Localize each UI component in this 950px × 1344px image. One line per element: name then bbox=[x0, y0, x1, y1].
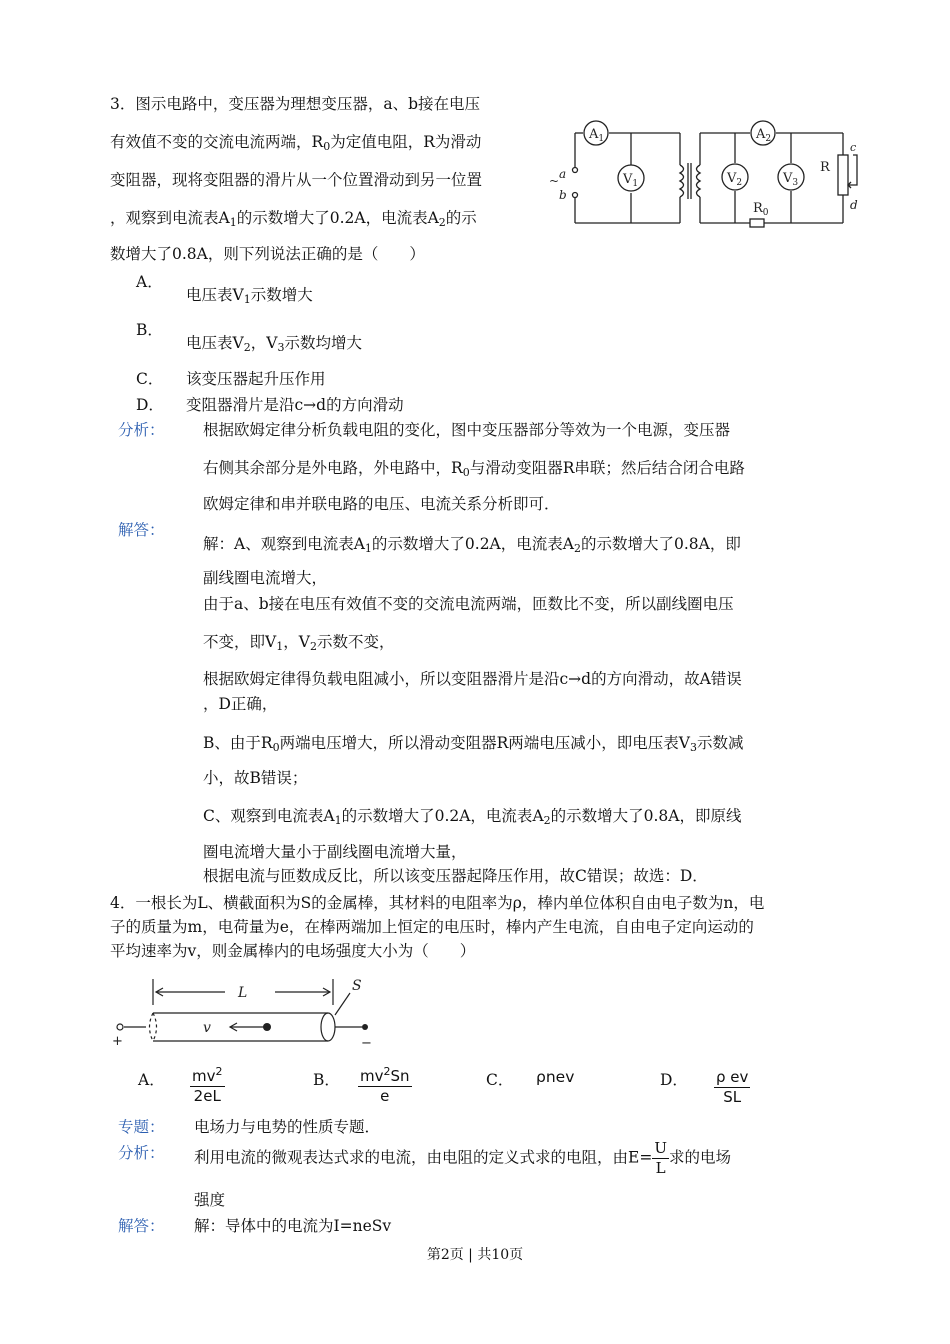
terminal-b-icon bbox=[573, 193, 578, 198]
q4-line-3: 平均速率为v，则金属棒内的电场强度大小为（ ） bbox=[110, 942, 476, 960]
q3-analysis-line-2: 右侧其余部分是外电路，外电路中，$R_0$与滑动变阻器R串联；然后结合闭合电路 bbox=[203, 459, 745, 479]
q4-option-d-fraction: $\frac{\text{ρ ev}}{SL}$ bbox=[716, 1068, 749, 1106]
q4-line-2: 子的质量为m，电荷量为e，在棒两端加上恒定的电压时，棒内产生电流，自由电子定向运动的 bbox=[110, 918, 754, 936]
q4-option-d-letter: D． bbox=[660, 1071, 688, 1089]
q3-option-c-letter: C． bbox=[136, 370, 164, 388]
q3-answer-label: 解答： bbox=[118, 521, 165, 539]
q3-answer-line-9: C、观察到电流表$A_1$的示数增大了0.2A，电流表$A_2$的示数增大了0.8A，即原线 bbox=[203, 807, 742, 827]
q4-topic-label: 专题： bbox=[118, 1118, 165, 1136]
q3-answer-line-11: 根据电流与匝数成反比，所以该变压器起降压作用，故C错误；故选：D． bbox=[203, 867, 708, 885]
svg-text:R0: $R_0$ bbox=[753, 201, 769, 218]
q3-option-b-letter: B． bbox=[136, 321, 163, 339]
page-footer: 第2页 | 共10页 bbox=[426, 1247, 524, 1263]
q4-analysis-line-1: 利用电流的微观表达式求的电流，由电阻的定义式求的电阻，由E= $\frac{U}{L}$ 求的电场 bbox=[194, 1139, 731, 1177]
q3-answer-line-6: ，D正确， bbox=[203, 695, 278, 713]
svg-text:c: c bbox=[850, 141, 857, 154]
q3-answer-line-3: 由于a、b接在电压有效值不变的交流电流两端，匝数比不变，所以副线圈电压 bbox=[203, 595, 734, 613]
q3-option-b-text: 电压表$V_2$，$V_3$示数均增大 bbox=[186, 334, 362, 354]
electron-icon bbox=[263, 1023, 271, 1031]
svg-text:v: v bbox=[203, 1020, 211, 1036]
terminal-a-icon bbox=[573, 168, 578, 173]
q3-option-d-letter: D． bbox=[136, 396, 164, 414]
q3-answer-line-10: 圈电流增大量小于副线圈电流增大量， bbox=[203, 843, 467, 861]
svg-text:d: d bbox=[850, 198, 858, 212]
q3-answer-line-1: 解：A、观察到电流表$A_1$的示数增大了0.2A，电流表$A_2$的示数增大了0.8A，即 bbox=[203, 535, 741, 555]
q4-analysis-label: 分析： bbox=[118, 1144, 165, 1162]
q3-analysis-line-1: 根据欧姆定律分析负载电阻的变化，图中变压器部分等效为一个电源，变压器 bbox=[203, 421, 731, 439]
svg-text:V1: $V_1$ bbox=[623, 172, 639, 189]
svg-text:−: − bbox=[361, 1036, 372, 1050]
q3-analysis-label: 分析： bbox=[118, 421, 165, 439]
q4-option-c-text: ρnev bbox=[536, 1068, 575, 1086]
q3-answer-line-2: 副线圈电流增大， bbox=[203, 569, 328, 587]
svg-text:S: S bbox=[352, 978, 362, 994]
svg-text:b: b bbox=[559, 188, 567, 202]
q4-option-b-fraction: $\frac{mv^2Sn}{e}$ bbox=[358, 1062, 412, 1106]
q4-option-b-letter: B． bbox=[313, 1071, 340, 1089]
q4-answer-line-1: 解：导体中的电流为I=neSv bbox=[194, 1217, 392, 1235]
q3-analysis-line-3: 欧姆定律和串并联电路的电压、电流关系分析即可． bbox=[203, 495, 560, 513]
q4-option-a-fraction: $\frac{mv^2}{2eL}$ bbox=[190, 1062, 225, 1106]
svg-text:L: L bbox=[238, 985, 248, 1001]
q3-option-a-letter: A． bbox=[136, 273, 163, 291]
q3-answer-line-8: 小，故B错误； bbox=[203, 769, 308, 787]
q3-option-c-text: 该变压器起升压作用 bbox=[186, 370, 326, 388]
svg-text:V3: $V_3$ bbox=[783, 171, 799, 188]
q3-line-2: 有效值不变的交流电流两端，$R_0$为定值电阻，R为滑动 bbox=[110, 133, 482, 153]
q4-topic-text: 电场力与电势的性质专题． bbox=[194, 1118, 381, 1136]
q4-answer-label: 解答： bbox=[118, 1217, 165, 1235]
svg-text:A2: $A_2$ bbox=[756, 127, 772, 144]
q4-line-1: 4．一根长为L、横截面积为S的金属棒，其材料的电阻率为ρ，棒内单位体积自由电子数为n，电 bbox=[110, 894, 765, 912]
svg-text:V2: $V_2$ bbox=[727, 171, 743, 188]
svg-text:A1: $A_1$ bbox=[589, 127, 605, 144]
metal-rod-diagram bbox=[110, 975, 390, 1050]
q4-analysis-line-2: 强度 bbox=[194, 1191, 226, 1209]
svg-text:+: + bbox=[112, 1034, 123, 1049]
svg-text:a: a bbox=[559, 167, 567, 181]
q3-line-1: 3．图示电路中，变压器为理想变压器，a、b接在电压 bbox=[110, 95, 481, 113]
svg-text:~: ~ bbox=[549, 174, 560, 188]
q3-answer-line-4: 不变，即$V_1$，$V_2$示数不变， bbox=[203, 633, 395, 653]
q3-option-a-text: 电压表$V_1$示数增大 bbox=[186, 286, 313, 306]
q4-option-a-letter: A． bbox=[138, 1071, 165, 1089]
q3-answer-line-5: 根据欧姆定律得负载电阻减小，所以变阻器滑片是沿c→d的方向滑动，故A错误 bbox=[203, 670, 742, 688]
q3-line-4: ，观察到电流表$A_1$的示数增大了0.2A，电流表$A_2$的示 bbox=[110, 209, 477, 229]
q4-option-c-letter: C． bbox=[486, 1071, 514, 1089]
circuit-diagram bbox=[545, 115, 865, 230]
q3-option-d-text: 变阻器滑片是沿c→d的方向滑动 bbox=[186, 396, 404, 414]
q3-line-5: 数增大了0.8A，则下列说法正确的是（ ） bbox=[110, 245, 425, 263]
q3-answer-line-7: B、由于$R_0$两端电压增大，所以滑动变阻器R两端电压减小，即电压表$V_3$示数减 bbox=[203, 734, 744, 754]
svg-text:R: R bbox=[820, 160, 830, 175]
q3-line-3: 变阻器，现将变阻器的滑片从一个位置滑动到另一位置 bbox=[110, 171, 483, 189]
